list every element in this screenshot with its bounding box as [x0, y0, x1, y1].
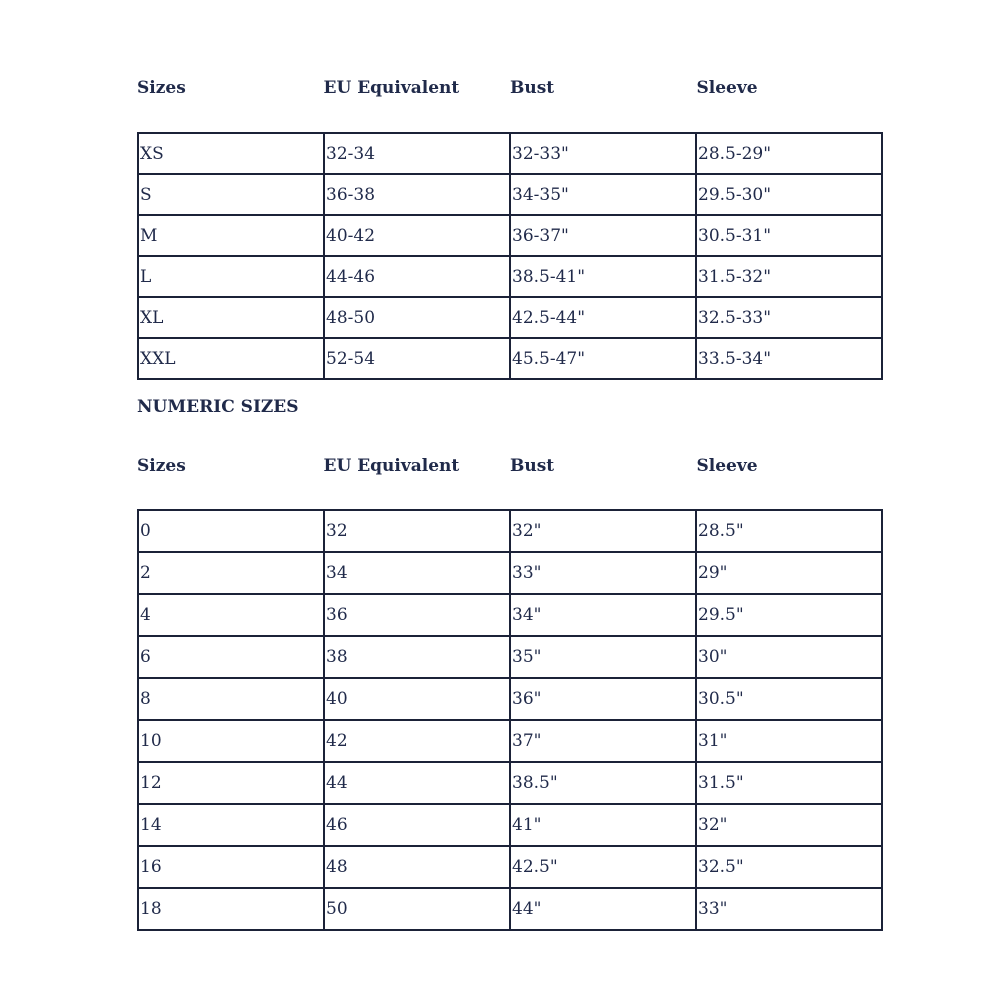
- table-cell: 29.5-30": [696, 174, 882, 215]
- letter-sizes-table-body: [138, 133, 882, 379]
- table-row: [138, 678, 882, 720]
- table-cell: 30.5-31": [696, 215, 882, 256]
- table-cell: XS: [138, 133, 324, 174]
- table-row: [138, 174, 882, 215]
- table-cell: 35": [510, 636, 696, 678]
- letter-sizes-table: [137, 132, 883, 380]
- table-cell: 42.5": [510, 846, 696, 888]
- table-cell: 36-38: [324, 174, 510, 215]
- table-cell: 44: [324, 762, 510, 804]
- column-header-eu-equivalent: EU Equivalent: [323, 456, 460, 476]
- column-header-sleeve: Sleeve: [696, 456, 758, 476]
- table-row: [138, 594, 882, 636]
- table-cell: 44-46: [324, 256, 510, 297]
- table-cell: 36: [324, 594, 510, 636]
- table-cell: 42.5-44": [510, 297, 696, 338]
- table-row: [138, 846, 882, 888]
- table-row: [138, 720, 882, 762]
- table-cell: 28.5": [696, 510, 882, 552]
- table-cell: 45.5-47": [510, 338, 696, 379]
- numeric-sizes-table: [137, 509, 883, 931]
- letter-sizes-section: [137, 78, 883, 380]
- table-cell: 32-34: [324, 133, 510, 174]
- letter-sizes-column-headers: [137, 78, 883, 98]
- table-cell: 33": [510, 552, 696, 594]
- table-cell: 34-35": [510, 174, 696, 215]
- table-cell: XXL: [138, 338, 324, 379]
- column-header-sleeve: Sleeve: [696, 78, 758, 98]
- numeric-sizes-section: [137, 397, 883, 931]
- table-row: [138, 888, 882, 930]
- table-cell: 40: [324, 678, 510, 720]
- table-cell: 38.5-41": [510, 256, 696, 297]
- table-cell: 14: [138, 804, 324, 846]
- table-cell: 28.5-29": [696, 133, 882, 174]
- table-cell: 31.5-32": [696, 256, 882, 297]
- table-cell: 40-42: [324, 215, 510, 256]
- numeric-sizes-table-body: [138, 510, 882, 930]
- table-cell: 32": [510, 510, 696, 552]
- table-cell: 32.5": [696, 846, 882, 888]
- table-cell: 48-50: [324, 297, 510, 338]
- table-cell: 52-54: [324, 338, 510, 379]
- table-cell: 34": [510, 594, 696, 636]
- table-cell: 16: [138, 846, 324, 888]
- table-cell: 31.5": [696, 762, 882, 804]
- column-header-eu-equivalent: EU Equivalent: [323, 78, 460, 98]
- table-cell: XL: [138, 297, 324, 338]
- table-cell: 42: [324, 720, 510, 762]
- table-row: [138, 215, 882, 256]
- table-cell: 32": [696, 804, 882, 846]
- table-cell: 41": [510, 804, 696, 846]
- table-row: [138, 510, 882, 552]
- table-cell: 8: [138, 678, 324, 720]
- column-header-bust: Bust: [510, 78, 555, 98]
- table-cell: 50: [324, 888, 510, 930]
- table-cell: 34: [324, 552, 510, 594]
- table-cell: 31": [696, 720, 882, 762]
- table-cell: 18: [138, 888, 324, 930]
- table-cell: 33": [696, 888, 882, 930]
- table-cell: 32.5-33": [696, 297, 882, 338]
- column-header-bust: Bust: [510, 456, 555, 476]
- numeric-sizes-heading: NUMERIC SIZES: [137, 397, 299, 417]
- table-cell: 44": [510, 888, 696, 930]
- table-cell: 37": [510, 720, 696, 762]
- table-row: [138, 256, 882, 297]
- table-cell: M: [138, 215, 324, 256]
- table-cell: S: [138, 174, 324, 215]
- table-cell: 2: [138, 552, 324, 594]
- table-cell: 4: [138, 594, 324, 636]
- table-cell: 46: [324, 804, 510, 846]
- table-cell: 38.5": [510, 762, 696, 804]
- table-cell: 48: [324, 846, 510, 888]
- table-row: [138, 804, 882, 846]
- table-cell: 36": [510, 678, 696, 720]
- table-row: [138, 338, 882, 379]
- table-cell: 32-33": [510, 133, 696, 174]
- column-header-sizes: Sizes: [137, 456, 186, 476]
- table-cell: 6: [138, 636, 324, 678]
- table-cell: L: [138, 256, 324, 297]
- table-row: [138, 297, 882, 338]
- table-cell: 30": [696, 636, 882, 678]
- table-cell: 0: [138, 510, 324, 552]
- table-cell: 30.5": [696, 678, 882, 720]
- table-cell: 29": [696, 552, 882, 594]
- table-cell: 33.5-34": [696, 338, 882, 379]
- table-row: [138, 636, 882, 678]
- column-header-sizes: Sizes: [137, 78, 186, 98]
- table-cell: 36-37": [510, 215, 696, 256]
- table-row: [138, 552, 882, 594]
- table-cell: 12: [138, 762, 324, 804]
- table-cell: 32: [324, 510, 510, 552]
- table-row: [138, 133, 882, 174]
- numeric-sizes-column-headers: [137, 456, 883, 476]
- table-row: [138, 762, 882, 804]
- table-cell: 10: [138, 720, 324, 762]
- table-cell: 38: [324, 636, 510, 678]
- table-cell: 29.5": [696, 594, 882, 636]
